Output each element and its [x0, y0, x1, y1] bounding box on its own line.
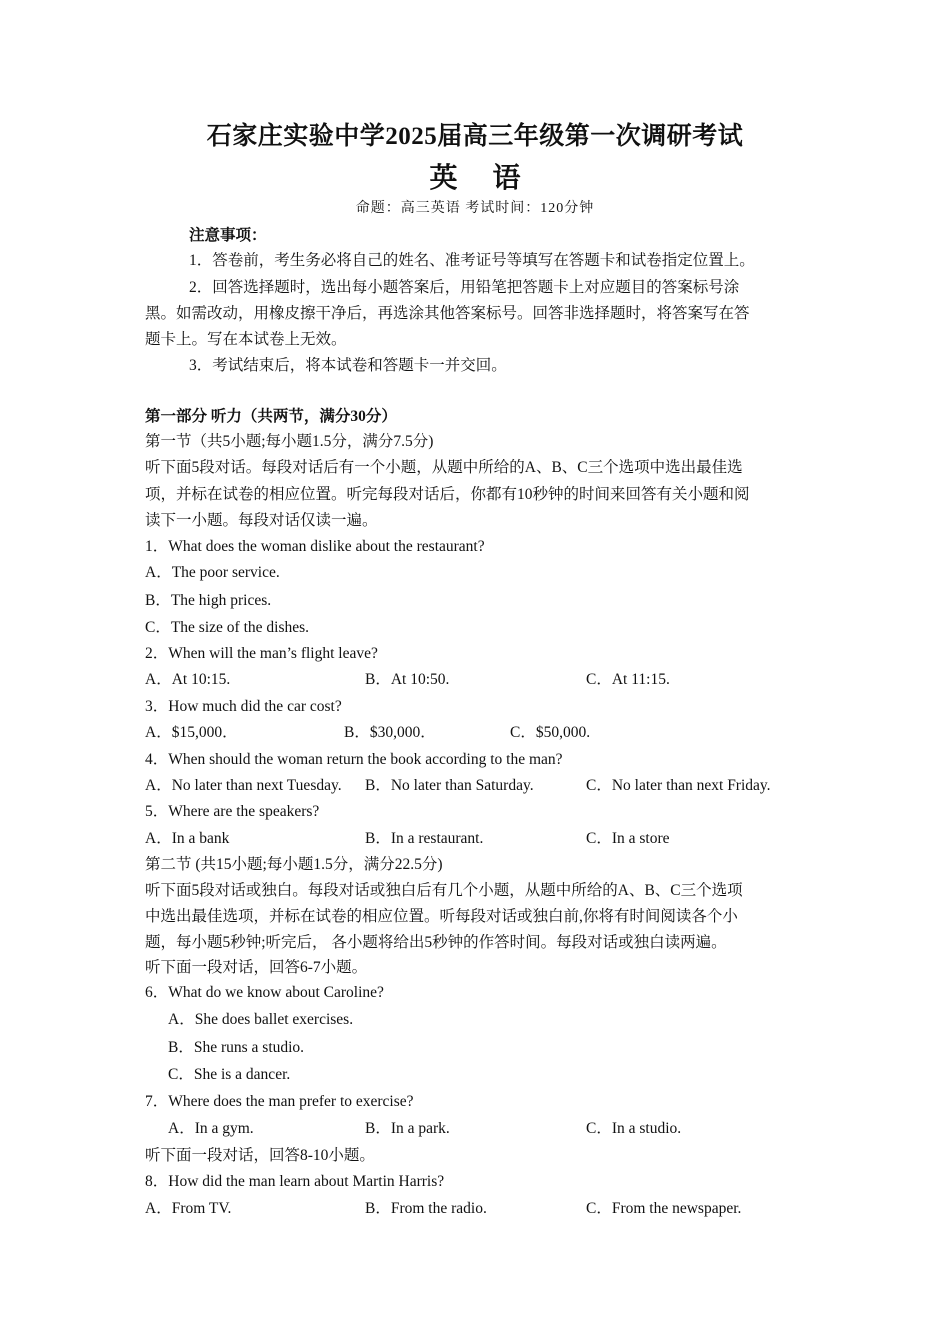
exam-meta: 命题：高三英语 考试时间：120分钟 — [355, 201, 595, 216]
question-4-option-c: C．No later than next Friday. — [586, 777, 771, 794]
question-3-option-b: B．$30,000． — [344, 724, 436, 741]
part1-heading: 第一部分 听力（共两节，满分30分） — [145, 408, 397, 425]
note-1: 1．答卷前，考生务必将自己的姓名、准考证号等填写在答题卡和试卷指定位置上。 — [189, 252, 755, 269]
section2-instruction-1: 听下面5段对话或独白。每段对话或独白后有几个小题，从题中所给的A、B、C三个选项 — [145, 882, 743, 899]
section1-instruction-2: 项，并标在试卷的相应位置。听完每段对话后，你都有10秒钟的时间来回答有关小题和阅 — [145, 486, 750, 503]
question-1: 1．What does the woman dislike about the restaurant? — [145, 538, 485, 555]
note-2-line-3: 题卡上。写在本试卷上无效。 — [145, 331, 347, 348]
question-2-option-b: B．At 10:50. — [365, 671, 450, 688]
section2-instruction-3: 题，每小题5秒钟;听完后， 各小题将给出5秒钟的作答时间。每段对话或独白读两遍。 — [145, 934, 727, 951]
question-1-option-a: A．The poor service. — [145, 564, 280, 581]
question-2-option-c: C．At 11:15. — [586, 671, 670, 688]
note-2-line-1: 2．回答选择题时，选出每小题答案后，用铅笔把答题卡上对应题目的答案标号涂 — [189, 279, 740, 296]
question-3-option-a: A．$15,000． — [145, 724, 238, 741]
question-4-option-b: B．No later than Saturday. — [365, 777, 534, 794]
question-7-option-b: B．In a park. — [365, 1120, 450, 1137]
question-8: 8．How did the man learn about Martin Harris? — [145, 1173, 445, 1190]
section1-heading: 第一节（共5小题;每小题1.5分，满分7.5分) — [145, 433, 434, 450]
question-5-option-a: A．In a bank — [145, 830, 230, 847]
dialogue-1-intro: 听下面一段对话，回答6-7小题。 — [145, 959, 368, 976]
question-6-option-c: C．She is a dancer. — [168, 1066, 291, 1083]
question-3-option-c: C．$50,000. — [510, 724, 591, 741]
question-1-option-b: B．The high prices. — [145, 592, 272, 609]
section1-instruction-1: 听下面5段对话。每段对话后有一个小题，从题中所给的A、B、C三个选项中选出最佳选 — [145, 459, 743, 476]
question-8-option-b: B．From the radio. — [365, 1200, 487, 1217]
question-6-option-a: A．She does ballet exercises. — [168, 1011, 354, 1028]
note-2-line-2: 黑。如需改动，用橡皮擦干净后，再选涂其他答案标号。回答非选择题时，将答案写在答 — [145, 305, 750, 322]
question-2-option-a: A．At 10:15. — [145, 671, 231, 688]
question-4-option-a: A．No later than next Tuesday. — [145, 777, 342, 794]
question-7: 7．Where does the man prefer to exercise? — [145, 1093, 414, 1110]
note-3: 3．考试结束后，将本试卷和答题卡一并交回。 — [189, 357, 507, 374]
dialogue-2-intro: 听下面一段对话，回答8-10小题。 — [145, 1147, 375, 1164]
question-8-option-a: A．From TV. — [145, 1200, 232, 1217]
notes-heading: 注意事项： — [189, 227, 267, 244]
section2-heading: 第二节 (共15小题;每小题1.5分，满分22.5分) — [145, 856, 443, 873]
question-6: 6．What do we know about Caroline? — [145, 984, 384, 1001]
question-6-option-b: B．She runs a studio. — [168, 1039, 305, 1056]
question-8-option-c: C．From the newspaper. — [586, 1200, 742, 1217]
section1-instruction-3: 读下一小题。每段对话仅读一遍。 — [145, 512, 378, 529]
section2-instruction-2: 中选出最佳选项，并标在试卷的相应位置。听每段对话或独白前,你将有时间阅读各个小 — [145, 908, 738, 925]
question-4: 4．When should the woman return the book according to the man? — [145, 751, 563, 768]
question-5-option-c: C．In a store — [586, 830, 670, 847]
question-5-option-b: B．In a restaurant. — [365, 830, 484, 847]
exam-title: 石家庄实验中学2025届高三年级第一次调研考试 — [206, 123, 744, 150]
question-7-option-c: C．In a studio. — [586, 1120, 682, 1137]
question-1-option-c: C．The size of the dishes. — [145, 619, 310, 636]
question-5: 5．Where are the speakers? — [145, 803, 320, 820]
question-7-option-a: A．In a gym. — [168, 1120, 254, 1137]
question-3: 3．How much did the car cost? — [145, 698, 342, 715]
question-2: 2．When will the man’s flight leave? — [145, 645, 378, 662]
exam-subject: 英 语 — [429, 163, 535, 194]
